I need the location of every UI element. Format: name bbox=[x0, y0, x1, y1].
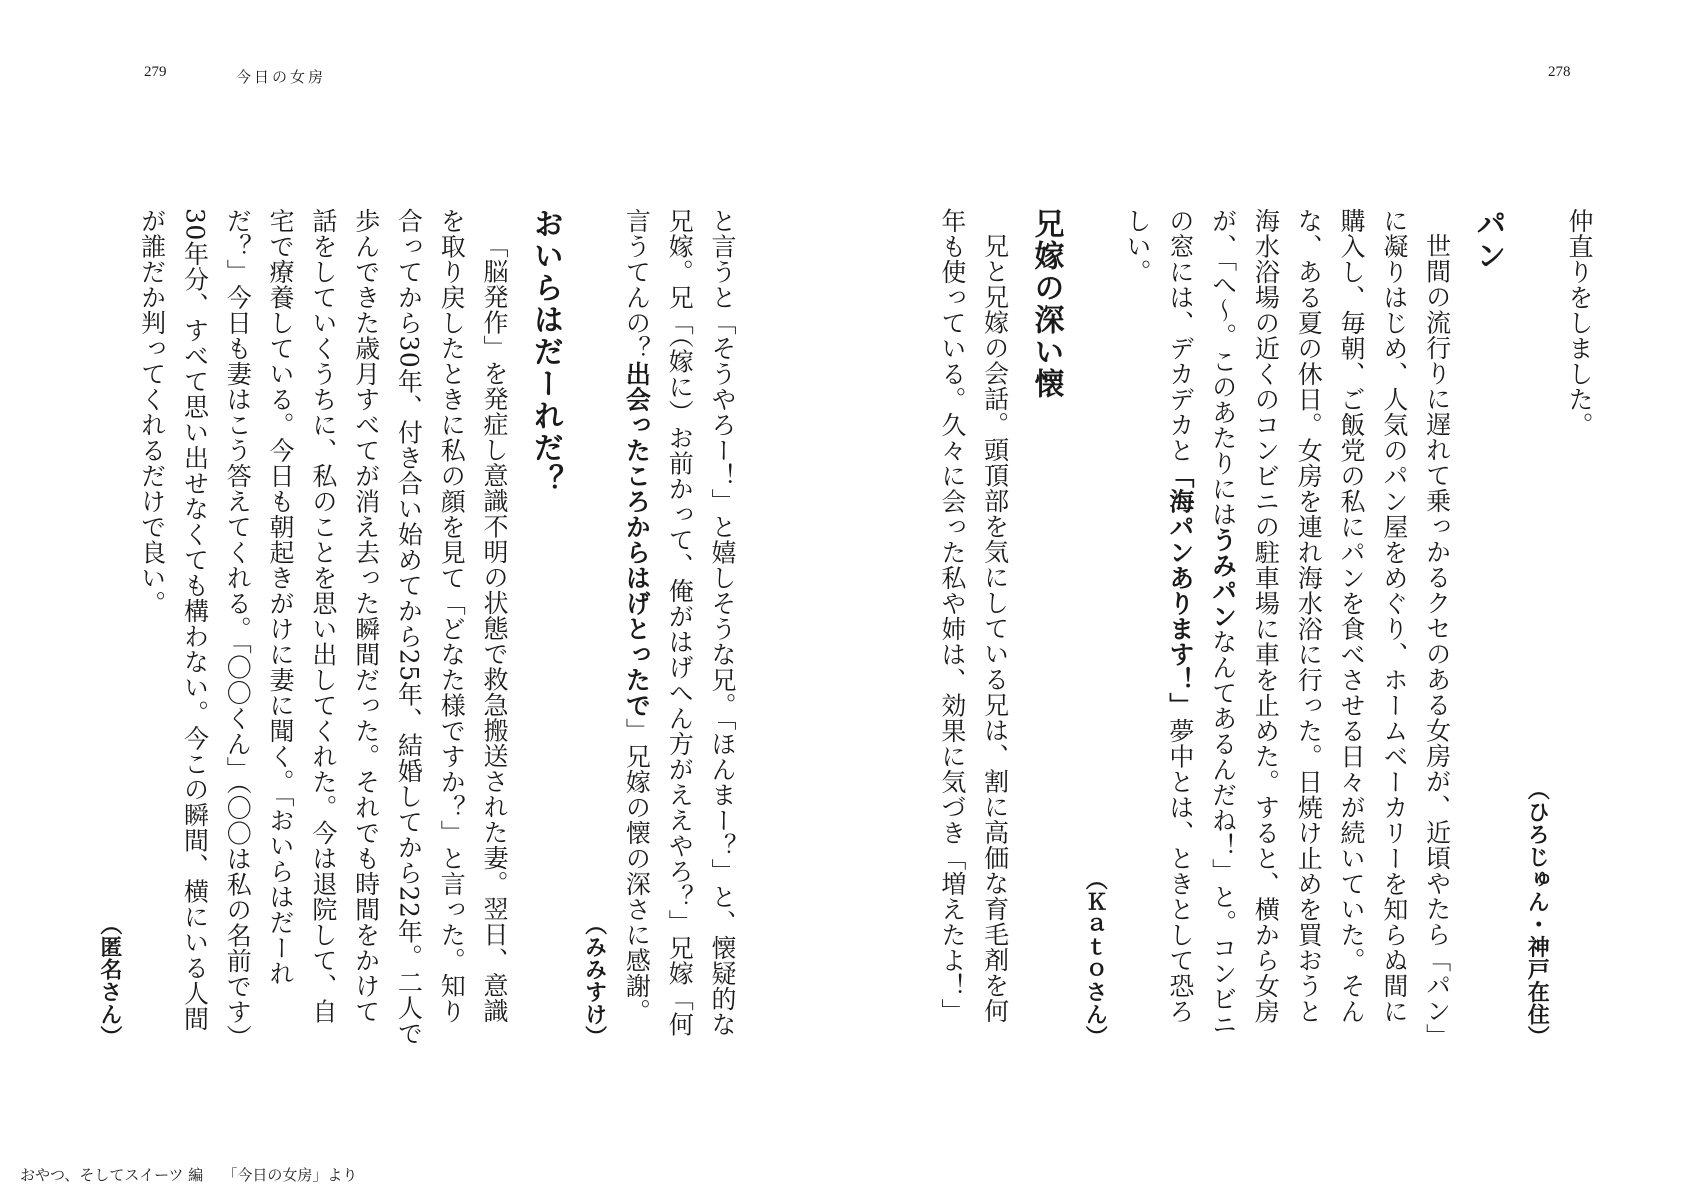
section-body-aniyome: 兄と兄嫁の会話。頭頂部を気にしている兄は、割に高価な育毛剤を何年も使っている。久々に会った私や姉は、効果に気づき「増えたよ！」 bbox=[937, 208, 1010, 1024]
footer-source: 「今日の女房」より bbox=[222, 1166, 358, 1184]
signature-kato: （Ｋａｔｏさん） bbox=[1082, 868, 1108, 1048]
running-title: 今日の女房 bbox=[236, 68, 327, 86]
section-heading-oira: おいらはだーれだ？ bbox=[527, 208, 563, 496]
section-heading-pan: パン bbox=[1470, 208, 1506, 272]
bold-umipan: うみパン bbox=[1208, 527, 1238, 629]
section-body-oira: 「脳発作」を発症し意識不明の状態で救急搬送された妻。翌日、意識を取り戻したときに私の顔を見て「どなた様ですか？」と言った。知り合ってから30年、付き合い始めてから25年、結婚してから22年。二人で歩んできた歳月すべてが消え去った瞬間だった。それでも時間をかけて話をしていくうちに、私のことを思い出してくれた。今は退院して、自宅で療養している。今日も朝起きがけに妻に聞く。「おいらはだーれだ？」今日も妻はこう答えてくれる。「〇〇くん」（〇〇は私の名前です）30年分、すべて思い出せなくても構わない。今この瞬間、横にいる人間が誰だか判ってくれるだけで良い。 bbox=[137, 208, 510, 1046]
right-page bbox=[937, 208, 1600, 1048]
signature-hirojun: （ひろじゅん・神戸在住） bbox=[1524, 778, 1550, 1048]
bold-hagetotta: 出会ったころからはげとったで bbox=[622, 361, 652, 718]
bold-kaipan: 「海パンあります！」 bbox=[1165, 463, 1195, 718]
right-page-number: 278 bbox=[1548, 64, 1571, 80]
footer-category: おやつ、そしてスイーツ 編 bbox=[20, 1166, 204, 1184]
continuation-text-aniyome: と言うと「そうやろー！」と嬉しそうな兄。「ほんまー？」と、懐疑的な兄嫁。兄「（嫁に）お前かって、俺がはげへん方がええやろ？」兄嫁「何言うてんの？出会ったころからはげとったで」兄嫁の懐の深さに感謝。 bbox=[622, 208, 737, 1037]
section-body-pan: 世間の流行りに遅れて乗っかるクセのある女房が、近頃やたら「パン」に凝りはじめ、人気のパン屋をめぐり、ホームベーカリーを知らぬ間に購入し、毎朝、ご飯党の私にパンを食べさせる日々が続いていた。そんな、ある夏の休日。女房を連れ海水浴に行った。日焼け止めを買おうと海水浴場の近くのコンビニの駐車場に車を止めた。すると、横から女房が、「へ～。このあたりにはうみパンなんてあるんだね！」と。コンビニの窓には、デカデカと「海パンあります！」夢中とは、ときとして恐ろしい。 bbox=[1123, 208, 1452, 1037]
left-page bbox=[96, 208, 743, 1048]
signature-mimisuke: （みみすけ） bbox=[581, 913, 607, 1048]
footer bbox=[20, 1164, 357, 1185]
continuation-text: 仲直りをしました。 bbox=[1565, 208, 1594, 438]
section-heading-aniyome: 兄嫁の深い懐 bbox=[1028, 208, 1064, 400]
signature-tokumei: （匿名さん） bbox=[96, 913, 122, 1048]
left-page-number: 279 bbox=[144, 64, 167, 80]
